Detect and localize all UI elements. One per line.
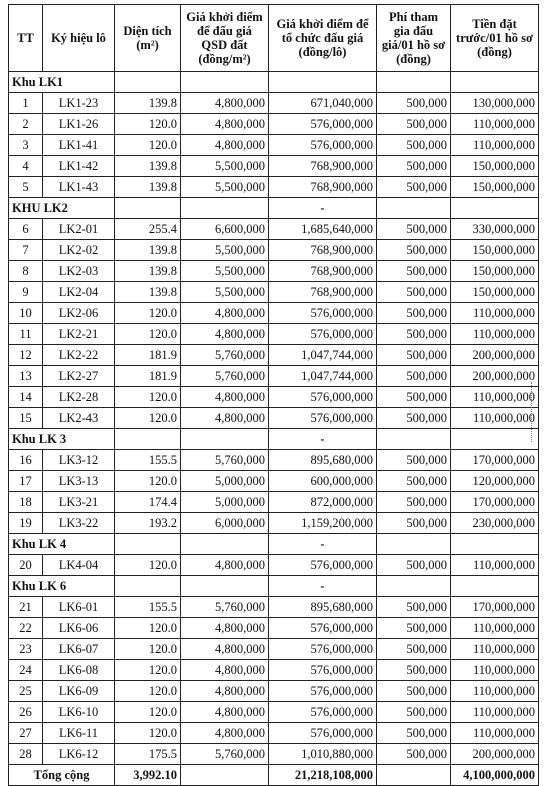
empty-cell (181, 534, 269, 555)
group-label: Khu LK 6 (9, 576, 115, 597)
price-per-m2-cell: 4,800,000 (181, 135, 269, 156)
row-number: 23 (9, 639, 43, 660)
row-number: 6 (9, 219, 43, 240)
row-number: 12 (9, 345, 43, 366)
row-number: 22 (9, 618, 43, 639)
scan-edge-mark (531, 382, 535, 442)
row-number: 13 (9, 366, 43, 387)
header-tt: TT (9, 5, 43, 72)
total-empty-cell (181, 765, 269, 786)
participation-fee-cell: 500,000 (377, 219, 451, 240)
participation-fee-cell: 500,000 (377, 156, 451, 177)
empty-cell (181, 72, 269, 93)
row-number: 19 (9, 513, 43, 534)
deposit-cell: 110,000,000 (451, 303, 539, 324)
participation-fee-cell: 500,000 (377, 408, 451, 429)
deposit-cell: 170,000,000 (451, 450, 539, 471)
participation-fee-cell: 500,000 (377, 492, 451, 513)
participation-fee-cell: 500,000 (377, 387, 451, 408)
table-row (9, 261, 539, 282)
lot-code: LK2-43 (43, 408, 115, 429)
deposit-cell: 150,000,000 (451, 282, 539, 303)
price-per-m2-cell: 4,800,000 (181, 93, 269, 114)
table-row (9, 93, 539, 114)
price-per-m2-cell: 6,000,000 (181, 513, 269, 534)
price-per-lot-cell: 768,900,000 (269, 282, 377, 303)
lot-code: LK2-01 (43, 219, 115, 240)
table-row (9, 240, 539, 261)
auction-lot-table (8, 4, 539, 786)
participation-fee-cell: 500,000 (377, 114, 451, 135)
deposit-cell: 130,000,000 (451, 93, 539, 114)
row-number: 26 (9, 702, 43, 723)
deposit-cell: 200,000,000 (451, 744, 539, 765)
area-cell: 120.0 (115, 303, 181, 324)
participation-fee-cell: 500,000 (377, 324, 451, 345)
participation-fee-cell: 500,000 (377, 744, 451, 765)
row-number: 8 (9, 261, 43, 282)
row-number: 9 (9, 282, 43, 303)
price-per-m2-cell: 4,800,000 (181, 387, 269, 408)
group-header-row (9, 72, 539, 93)
row-number: 27 (9, 723, 43, 744)
participation-fee-cell: 500,000 (377, 702, 451, 723)
area-cell: 120.0 (115, 639, 181, 660)
empty-cell (115, 576, 181, 597)
price-per-lot-cell: 768,900,000 (269, 261, 377, 282)
lot-code: LK3-13 (43, 471, 115, 492)
area-cell: 155.5 (115, 450, 181, 471)
deposit-cell: 170,000,000 (451, 597, 539, 618)
deposit-cell: 150,000,000 (451, 240, 539, 261)
row-number: 21 (9, 597, 43, 618)
area-cell: 120.0 (115, 681, 181, 702)
price-per-lot-cell: 768,900,000 (269, 156, 377, 177)
group-dash: - (269, 534, 377, 555)
deposit-cell: 110,000,000 (451, 681, 539, 702)
price-per-lot-cell: 1,685,640,000 (269, 219, 377, 240)
table-row (9, 702, 539, 723)
empty-cell (377, 72, 451, 93)
header-deposit: Tiền đặt trước/01 hồ sơ (đồng) (451, 5, 539, 72)
total-price-lot: 21,218,108,000 (269, 765, 377, 786)
price-per-m2-cell: 5,760,000 (181, 450, 269, 471)
area-cell: 181.9 (115, 366, 181, 387)
group-header-row (9, 198, 539, 219)
row-number: 17 (9, 471, 43, 492)
area-cell: 120.0 (115, 660, 181, 681)
empty-cell (451, 198, 539, 219)
lot-code: LK6-12 (43, 744, 115, 765)
group-dash: - (269, 576, 377, 597)
deposit-cell: 200,000,000 (451, 345, 539, 366)
participation-fee-cell: 500,000 (377, 555, 451, 576)
area-cell: 139.8 (115, 261, 181, 282)
row-number: 28 (9, 744, 43, 765)
deposit-cell: 110,000,000 (451, 135, 539, 156)
participation-fee-cell: 500,000 (377, 450, 451, 471)
lot-code: LK1-23 (43, 93, 115, 114)
participation-fee-cell: 500,000 (377, 177, 451, 198)
area-cell: 120.0 (115, 471, 181, 492)
price-per-lot-cell: 1,010,880,000 (269, 744, 377, 765)
area-cell: 139.8 (115, 177, 181, 198)
empty-cell (181, 198, 269, 219)
price-per-lot-cell: 576,000,000 (269, 387, 377, 408)
price-per-m2-cell: 4,800,000 (181, 723, 269, 744)
group-header-row (9, 429, 539, 450)
table-row (9, 471, 539, 492)
deposit-cell: 110,000,000 (451, 702, 539, 723)
table-row (9, 639, 539, 660)
deposit-cell: 110,000,000 (451, 114, 539, 135)
participation-fee-cell: 500,000 (377, 639, 451, 660)
table-row (9, 324, 539, 345)
table-row (9, 681, 539, 702)
header-lot-code: Ký hiệu lô (43, 5, 115, 72)
price-per-m2-cell: 4,800,000 (181, 702, 269, 723)
area-cell: 139.8 (115, 156, 181, 177)
lot-code: LK1-26 (43, 114, 115, 135)
lot-code: LK2-03 (43, 261, 115, 282)
price-per-m2-cell: 5,000,000 (181, 492, 269, 513)
lot-code: LK6-09 (43, 681, 115, 702)
participation-fee-cell: 500,000 (377, 723, 451, 744)
table-row (9, 723, 539, 744)
price-per-lot-cell: 576,000,000 (269, 681, 377, 702)
area-cell: 255.4 (115, 219, 181, 240)
price-per-lot-cell: 1,159,200,000 (269, 513, 377, 534)
area-cell: 120.0 (115, 555, 181, 576)
price-per-m2-cell: 5,760,000 (181, 345, 269, 366)
area-cell: 175.5 (115, 744, 181, 765)
deposit-cell: 110,000,000 (451, 723, 539, 744)
price-per-lot-cell: 1,047,744,000 (269, 345, 377, 366)
lot-code: LK6-11 (43, 723, 115, 744)
total-empty-cell (377, 765, 451, 786)
deposit-cell: 150,000,000 (451, 156, 539, 177)
table-row (9, 345, 539, 366)
price-per-m2-cell: 5,500,000 (181, 261, 269, 282)
row-number: 3 (9, 135, 43, 156)
empty-cell (115, 198, 181, 219)
group-header-row (9, 534, 539, 555)
price-per-lot-cell: 576,000,000 (269, 723, 377, 744)
price-per-m2-cell: 6,600,000 (181, 219, 269, 240)
row-number: 16 (9, 450, 43, 471)
table-row (9, 366, 539, 387)
price-per-m2-cell: 4,800,000 (181, 639, 269, 660)
lot-code: LK2-22 (43, 345, 115, 366)
price-per-m2-cell: 4,800,000 (181, 618, 269, 639)
area-cell: 120.0 (115, 408, 181, 429)
total-area: 3,992.10 (115, 765, 181, 786)
deposit-cell: 110,000,000 (451, 324, 539, 345)
group-label: Khu LK1 (9, 72, 115, 93)
lot-code: LK2-02 (43, 240, 115, 261)
group-label: Khu LK 4 (9, 534, 115, 555)
group-label: KHU LK2 (9, 198, 115, 219)
table-row (9, 408, 539, 429)
area-cell: 139.8 (115, 282, 181, 303)
total-row (9, 765, 539, 786)
area-cell: 193.2 (115, 513, 181, 534)
table-row (9, 114, 539, 135)
participation-fee-cell: 500,000 (377, 471, 451, 492)
table-row (9, 303, 539, 324)
area-cell: 174.4 (115, 492, 181, 513)
participation-fee-cell: 500,000 (377, 597, 451, 618)
table-row (9, 618, 539, 639)
group-dash (269, 72, 377, 93)
price-per-m2-cell: 5,500,000 (181, 177, 269, 198)
area-cell: 120.0 (115, 135, 181, 156)
table-row (9, 156, 539, 177)
price-per-lot-cell: 576,000,000 (269, 660, 377, 681)
empty-cell (377, 534, 451, 555)
price-per-lot-cell: 768,900,000 (269, 240, 377, 261)
participation-fee-cell: 500,000 (377, 93, 451, 114)
table-row (9, 597, 539, 618)
lot-code: LK2-04 (43, 282, 115, 303)
row-number: 20 (9, 555, 43, 576)
price-per-m2-cell: 5,000,000 (181, 471, 269, 492)
table-header-row (9, 5, 539, 72)
lot-code: LK6-01 (43, 597, 115, 618)
empty-cell (451, 534, 539, 555)
price-per-lot-cell: 576,000,000 (269, 303, 377, 324)
total-label: Tổng cộng (9, 765, 115, 786)
row-number: 4 (9, 156, 43, 177)
price-per-m2-cell: 4,800,000 (181, 555, 269, 576)
empty-cell (181, 429, 269, 450)
participation-fee-cell: 500,000 (377, 261, 451, 282)
table-row (9, 555, 539, 576)
table-row (9, 282, 539, 303)
price-per-lot-cell: 576,000,000 (269, 639, 377, 660)
table-row (9, 387, 539, 408)
lot-code: LK6-06 (43, 618, 115, 639)
lot-code: LK2-27 (43, 366, 115, 387)
lot-code: LK4-04 (43, 555, 115, 576)
empty-cell (451, 72, 539, 93)
deposit-cell: 230,000,000 (451, 513, 539, 534)
area-cell: 120.0 (115, 723, 181, 744)
table-row (9, 513, 539, 534)
empty-cell (377, 198, 451, 219)
participation-fee-cell: 500,000 (377, 681, 451, 702)
price-per-lot-cell: 895,680,000 (269, 597, 377, 618)
deposit-cell: 110,000,000 (451, 639, 539, 660)
lot-code: LK2-06 (43, 303, 115, 324)
group-dash: - (269, 198, 377, 219)
area-cell: 120.0 (115, 114, 181, 135)
lot-code: LK3-12 (43, 450, 115, 471)
price-per-lot-cell: 576,000,000 (269, 618, 377, 639)
group-header-row (9, 576, 539, 597)
lot-code: LK1-41 (43, 135, 115, 156)
empty-cell (377, 576, 451, 597)
price-per-m2-cell: 4,800,000 (181, 408, 269, 429)
deposit-cell: 110,000,000 (451, 618, 539, 639)
price-per-m2-cell: 5,760,000 (181, 366, 269, 387)
table-row (9, 450, 539, 471)
deposit-cell: 110,000,000 (451, 387, 539, 408)
empty-cell (181, 576, 269, 597)
row-number: 15 (9, 408, 43, 429)
area-cell: 120.0 (115, 387, 181, 408)
price-per-m2-cell: 4,800,000 (181, 114, 269, 135)
deposit-cell: 330,000,000 (451, 219, 539, 240)
lot-code: LK1-42 (43, 156, 115, 177)
price-per-lot-cell: 576,000,000 (269, 555, 377, 576)
price-per-lot-cell: 576,000,000 (269, 135, 377, 156)
empty-cell (115, 72, 181, 93)
row-number: 1 (9, 93, 43, 114)
area-cell: 120.0 (115, 324, 181, 345)
lot-code: LK3-21 (43, 492, 115, 513)
price-per-lot-cell: 671,040,000 (269, 93, 377, 114)
row-number: 24 (9, 660, 43, 681)
empty-cell (451, 429, 539, 450)
price-per-m2-cell: 5,500,000 (181, 282, 269, 303)
price-per-m2-cell: 4,800,000 (181, 303, 269, 324)
lot-code: LK6-07 (43, 639, 115, 660)
price-per-lot-cell: 576,000,000 (269, 324, 377, 345)
price-per-lot-cell: 576,000,000 (269, 114, 377, 135)
row-number: 18 (9, 492, 43, 513)
header-area: Diện tích (m²) (115, 5, 181, 72)
price-per-lot-cell: 872,000,000 (269, 492, 377, 513)
table-row (9, 219, 539, 240)
total-deposit: 4,100,000,000 (451, 765, 539, 786)
participation-fee-cell: 500,000 (377, 282, 451, 303)
group-dash: - (269, 429, 377, 450)
empty-cell (115, 429, 181, 450)
auction-price-sheet (8, 4, 538, 782)
participation-fee-cell: 500,000 (377, 660, 451, 681)
deposit-cell: 170,000,000 (451, 492, 539, 513)
table-row (9, 177, 539, 198)
lot-code: LK6-10 (43, 702, 115, 723)
deposit-cell: 110,000,000 (451, 555, 539, 576)
header-price-per-m2: Giá khởi điểm để đấu giá QSD đất (đồng/m²) (181, 5, 269, 72)
area-cell: 181.9 (115, 345, 181, 366)
price-per-m2-cell: 4,800,000 (181, 681, 269, 702)
table-row (9, 135, 539, 156)
participation-fee-cell: 500,000 (377, 303, 451, 324)
row-number: 25 (9, 681, 43, 702)
participation-fee-cell: 500,000 (377, 345, 451, 366)
price-per-lot-cell: 1,047,744,000 (269, 366, 377, 387)
area-cell: 120.0 (115, 618, 181, 639)
row-number: 10 (9, 303, 43, 324)
area-cell: 139.8 (115, 93, 181, 114)
header-price-per-lot: Giá khởi điểm để tổ chức đấu giá (đồng/lô) (269, 5, 377, 72)
deposit-cell: 110,000,000 (451, 660, 539, 681)
participation-fee-cell: 500,000 (377, 240, 451, 261)
price-per-m2-cell: 5,500,000 (181, 156, 269, 177)
price-per-m2-cell: 4,800,000 (181, 660, 269, 681)
price-per-m2-cell: 5,760,000 (181, 597, 269, 618)
participation-fee-cell: 500,000 (377, 135, 451, 156)
price-per-lot-cell: 576,000,000 (269, 702, 377, 723)
price-per-lot-cell: 768,900,000 (269, 177, 377, 198)
price-per-m2-cell: 5,500,000 (181, 240, 269, 261)
group-label: Khu LK 3 (9, 429, 115, 450)
table-body (9, 72, 539, 765)
table-row (9, 660, 539, 681)
deposit-cell: 150,000,000 (451, 261, 539, 282)
deposit-cell: 150,000,000 (451, 177, 539, 198)
row-number: 7 (9, 240, 43, 261)
participation-fee-cell: 500,000 (377, 366, 451, 387)
lot-code: LK6-08 (43, 660, 115, 681)
price-per-m2-cell: 5,760,000 (181, 744, 269, 765)
lot-code: LK2-28 (43, 387, 115, 408)
row-number: 14 (9, 387, 43, 408)
deposit-cell: 200,000,000 (451, 366, 539, 387)
row-number: 2 (9, 114, 43, 135)
table-row (9, 744, 539, 765)
price-per-lot-cell: 895,680,000 (269, 450, 377, 471)
price-per-m2-cell: 4,800,000 (181, 324, 269, 345)
empty-cell (451, 576, 539, 597)
lot-code: LK1-43 (43, 177, 115, 198)
area-cell: 120.0 (115, 702, 181, 723)
table-row (9, 492, 539, 513)
area-cell: 139.8 (115, 240, 181, 261)
deposit-cell: 110,000,000 (451, 408, 539, 429)
header-participation-fee: Phí tham gia đấu giá/01 hồ sơ (đồng) (377, 5, 451, 72)
deposit-cell: 120,000,000 (451, 471, 539, 492)
lot-code: LK3-22 (43, 513, 115, 534)
price-per-lot-cell: 576,000,000 (269, 408, 377, 429)
price-per-lot-cell: 600,000,000 (269, 471, 377, 492)
row-number: 5 (9, 177, 43, 198)
participation-fee-cell: 500,000 (377, 513, 451, 534)
empty-cell (115, 534, 181, 555)
participation-fee-cell: 500,000 (377, 618, 451, 639)
empty-cell (377, 429, 451, 450)
row-number: 11 (9, 324, 43, 345)
lot-code: LK2-21 (43, 324, 115, 345)
area-cell: 155.5 (115, 597, 181, 618)
